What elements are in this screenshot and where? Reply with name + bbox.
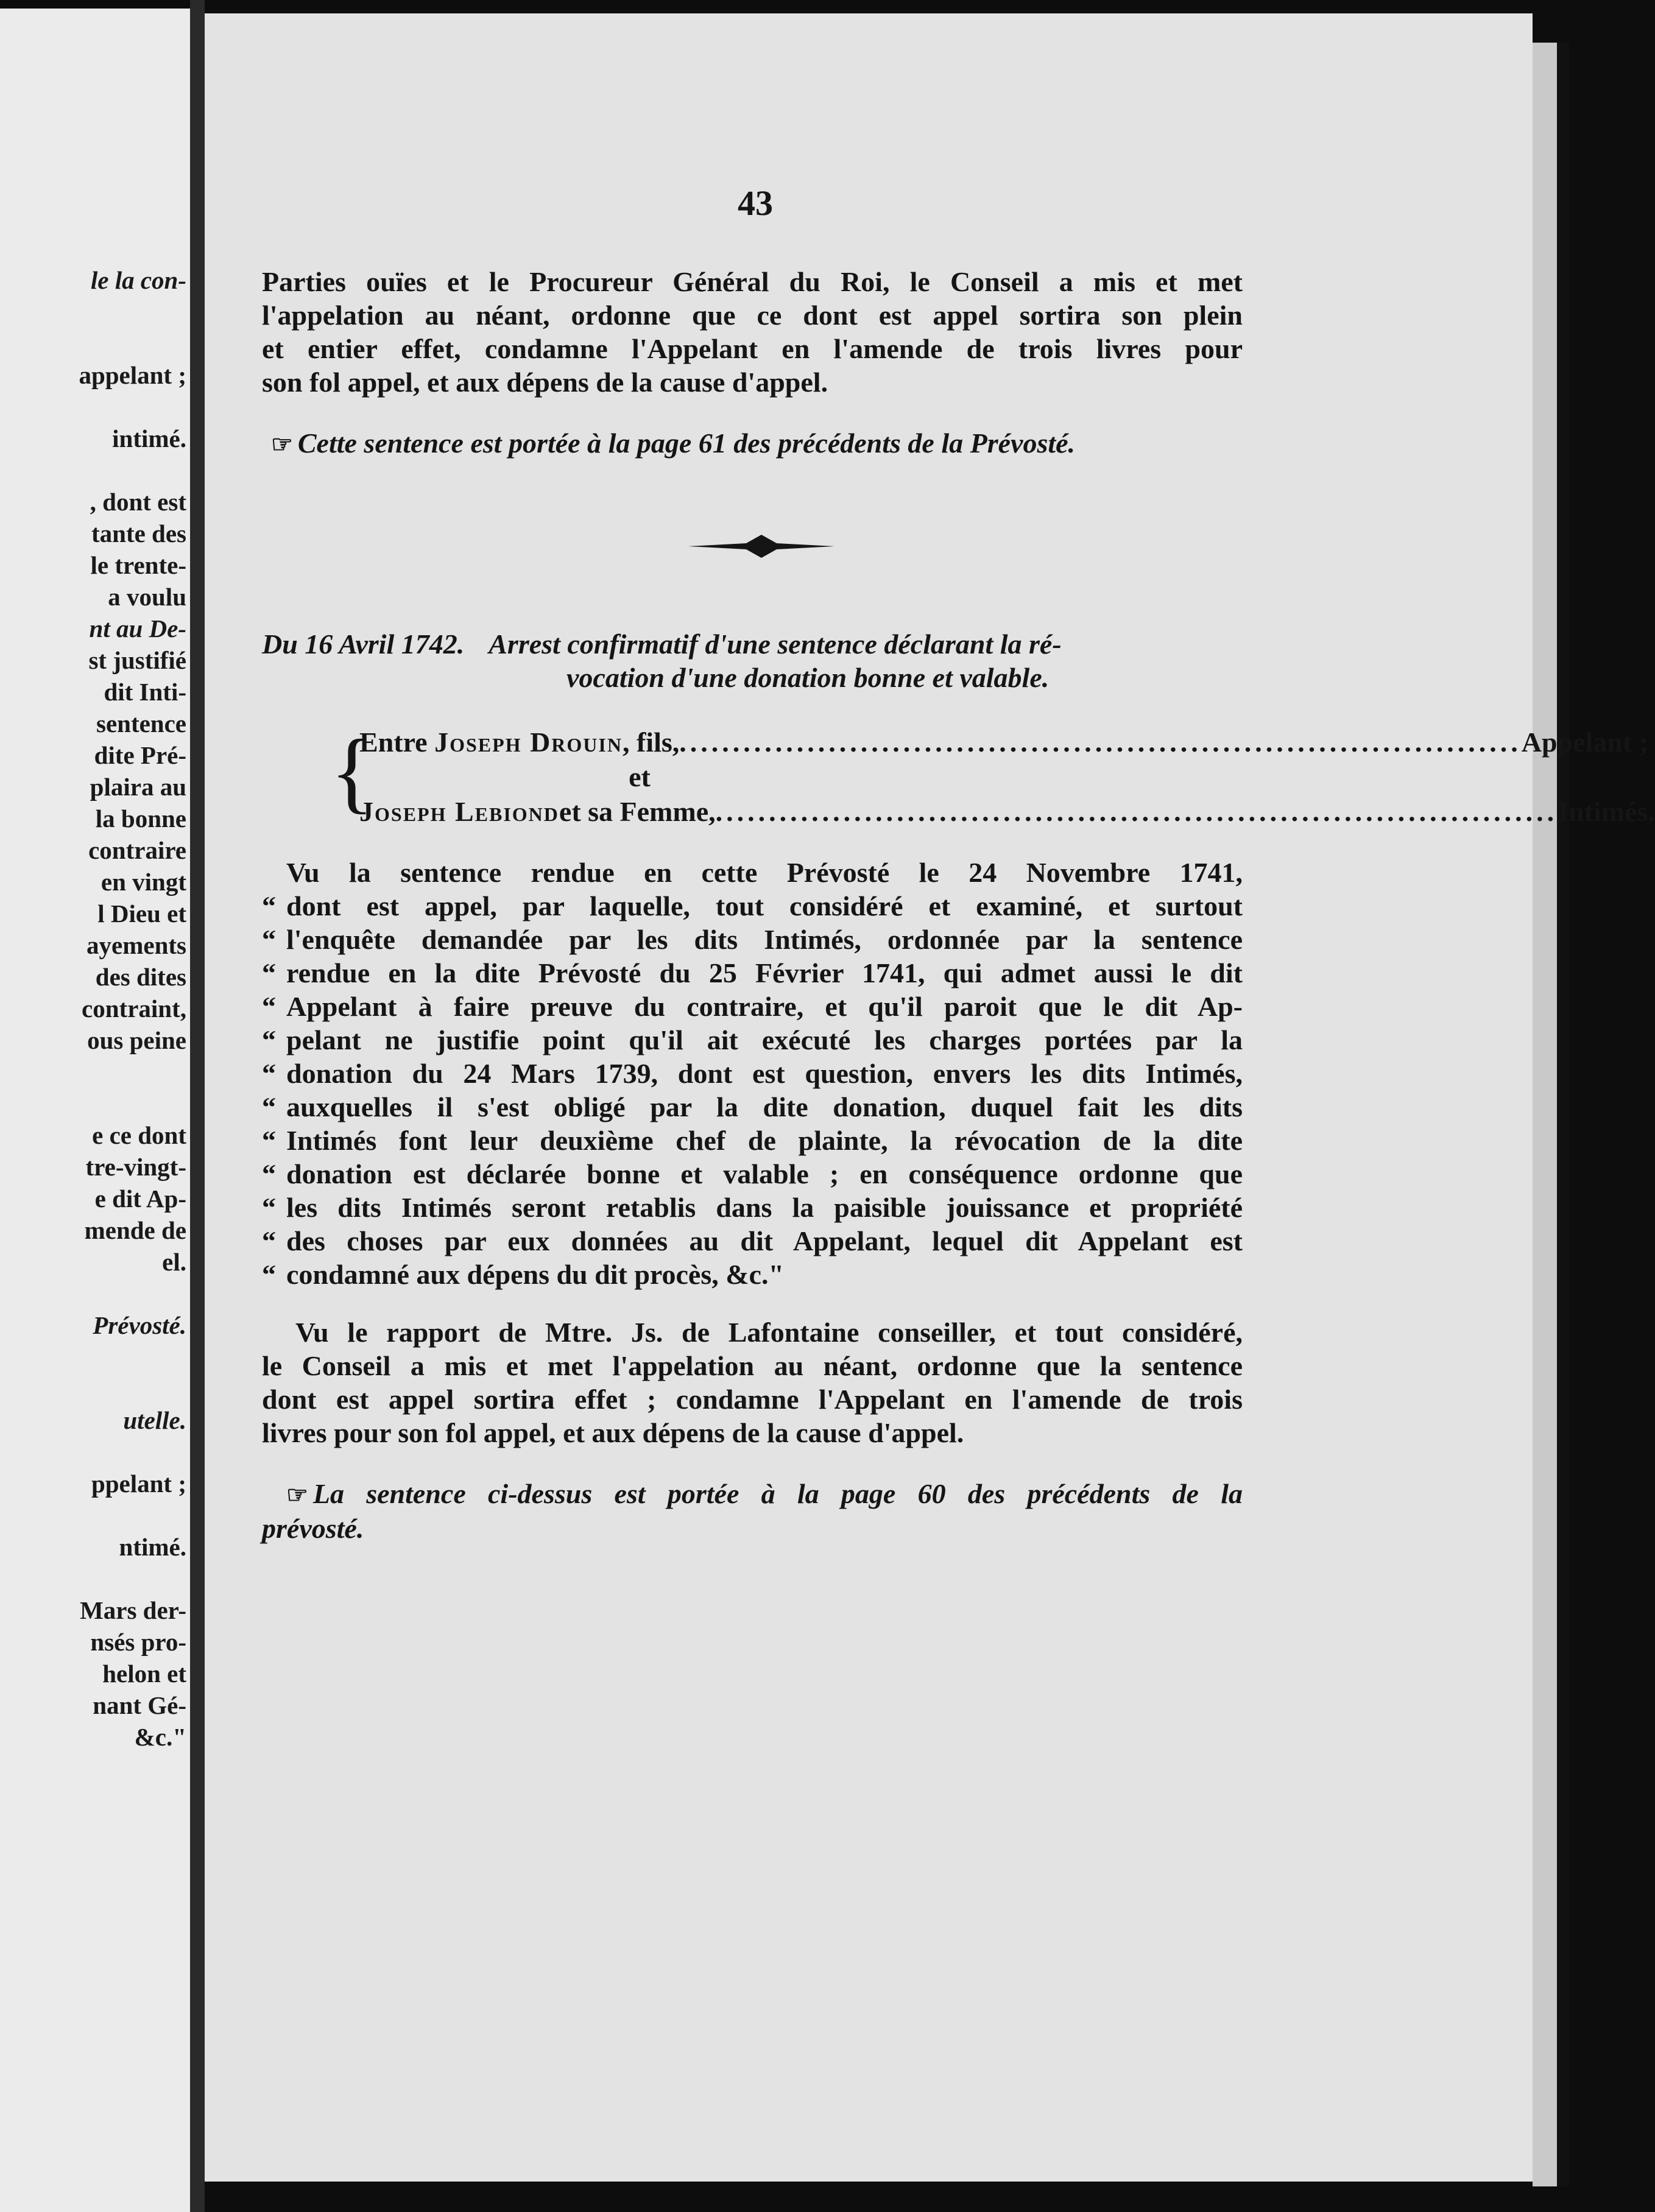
left-page-line: sentence [96,710,186,738]
left-page-line [0,1056,186,1088]
left-page-line: , dont est [90,488,186,516]
paragraph-line: le Conseil a mis et met l'appelation au néant, ordonne que la sentence [262,1350,1243,1381]
respondent-row [359,794,1655,829]
case-title-line: vocation d'une donation bonne et valable. [566,662,1050,693]
entre-label: Entre [359,727,428,758]
left-page-line [0,391,186,423]
quote-line: “ pelant ne justifie point qu'il ait exécuté les charges portées par la [262,1024,1243,1055]
left-page-line: e dit Ap- [94,1185,186,1213]
quoted-sentence [262,856,1243,1291]
quote-line: “ donation est déclarée bonne et valable ; en conséquence ordonne que [262,1158,1243,1189]
quote-line: “ des choses par eux données au dit Appelant, lequel dit Appelant est [262,1225,1243,1256]
left-page-line [0,1088,186,1119]
left-page-line: helon et [102,1660,186,1688]
quote-line: “ Intimés font leur deuxième chef de plainte, la révocation de la dite [262,1125,1243,1156]
left-page-line: mende de [84,1216,186,1244]
quote-line: Vu la sentence rendue en cette Prévosté le 24 Novembre 1741, [286,857,1243,888]
quote-line: “ dont est appel, par laquelle, tout considéré et examiné, et surtout [262,890,1243,921]
quote-line: “ rendue en la dite Prévosté du 25 Février 1741, qui admet aussi le dit [262,957,1243,988]
appellant-name: Joseph Drouin [434,727,623,758]
et-row [359,759,1237,794]
left-page-line: el. [162,1248,186,1276]
page-number: 43 [738,183,773,223]
quote-line: “ les dits Intimés seront retablis dans la paisible jouissance et propriété [262,1192,1243,1223]
left-page-line: contraire [88,836,186,864]
left-page-line [0,1341,186,1373]
left-page-line [0,328,186,359]
left-page-line: ayements [86,931,186,959]
left-page-line: ntimé. [119,1533,186,1561]
left-page-line [0,454,186,486]
left-page-line: tre-vingt- [85,1153,186,1181]
book-gutter [190,0,205,2212]
left-facing-page [0,9,191,2212]
paragraph-ruling [262,1316,1243,1449]
left-page-line: des dites [95,963,186,991]
left-page-line [0,1563,186,1594]
left-page-line: en vingt [101,868,186,896]
case-heading [262,627,1243,694]
left-page-line: le trente- [90,551,186,579]
note-line: ☞ La sentence ci-dessus est portée à la page 60 des précédents de la [286,1478,1243,1509]
left-page-line: ppelant ; [91,1470,186,1498]
quote-line: “ Appelant à faire preuve du contraire, et qu'il paroit que le dit Ap- [262,991,1243,1022]
paragraph-line: livres pour son fol appel, et aux dépens de la cause d'appel. [262,1417,964,1448]
quote-line: “ donation du 24 Mars 1739, dont est question, envers les dits Intimés, [262,1058,1243,1089]
brace-icon: { [330,721,374,822]
left-page-line: la bonne [95,805,186,833]
leader-dots: ............................................................................... [715,796,1558,827]
paragraph-line: l'appelation au néant, ordonne que ce dont est appel sortira son plein [262,300,1243,331]
pointing-hand-icon: ☞ [271,431,293,458]
note-text: Cette sentence est portée à la page 61 des précédents de la Prévosté. [297,428,1076,459]
left-page-line: e ce dont [92,1121,186,1149]
left-page-line: nt au De- [89,615,186,643]
leader-dots: ............................................................................... [679,727,1522,758]
note-precedent-61 [271,426,1252,461]
paragraph-line: Parties ouïes et le Procureur Général du Roi, le Conseil a mis et met [262,266,1243,297]
left-page-line: utelle. [123,1406,186,1434]
left-page-line: Mars der- [80,1596,186,1624]
quote-line: “ l'enquête demandée par les dits Intimés, ordonnée par la sentence [262,924,1243,955]
paragraph-line: et entier effet, condamne l'Appelant en l'amende de trois livres pour [262,333,1243,364]
left-page-line: dite Pré- [94,741,186,769]
paragraph-line: dont est appel sortira effet ; condamne l'Appelant en l'amende de trois [262,1384,1243,1415]
left-page-line: tante des [91,520,186,548]
left-page-line: a voulu [108,583,186,611]
case-title-line: Arrest confirmatif d'une sentence déclarant la ré- [489,629,1062,660]
left-page-line: appelant ; [79,361,186,389]
left-page-line: plaira au [90,773,186,801]
respondent-role: Intimés. [1558,796,1655,827]
paragraph-line: Vu le rapport de Mtre. Js. de Lafontaine conseiller, et tout considéré, [295,1317,1243,1348]
paragraph-line: son fol appel, et aux dépens de la cause d'appel. [262,367,828,398]
paragraph-verdict [262,265,1243,399]
page-edge-shadow [1557,43,1569,2186]
left-page-line: nant Gé- [93,1691,186,1719]
et-label: et [629,761,651,792]
appellant-row [359,725,1649,759]
note-line: prévosté. [262,1513,364,1544]
note-precedent-60 [262,1477,1243,1545]
left-page-text [0,264,186,1753]
respondent-name: Joseph Lebiond [359,796,559,827]
pointing-hand-icon: ☞ [286,1481,308,1509]
left-page-line: Prévosté. [93,1311,186,1339]
left-page-line [0,1278,186,1309]
quote-line: “ condamné aux dépens du dit procès, &c." [262,1259,784,1290]
case-date: Du 16 Avril 1742. [262,629,465,660]
left-page-line [0,1373,186,1404]
left-page-line [0,296,186,328]
left-page-line [0,1436,186,1468]
appellant-role: Appelant ; [1521,727,1649,758]
appellant-suffix: , fils, [622,727,680,758]
left-page-line: &c." [134,1723,186,1751]
left-page-line: nsés pro- [90,1628,186,1656]
ornament-divider [688,531,835,562]
left-page-line: contraint, [82,995,186,1023]
respondent-suffix: et sa Femme, [559,796,716,827]
left-page-line: intimé. [112,424,186,453]
left-page-line [0,1499,186,1531]
left-page-line: dit Inti- [104,678,186,706]
quote-line: “ auxquelles il s'est obligé par la dite donation, duquel fait les dits [262,1091,1243,1122]
left-page-line: le la con- [90,266,186,294]
left-page-line: st justifié [88,646,186,674]
left-page-line: ous peine [87,1026,186,1054]
parties-block [330,721,1655,829]
left-page-line: l Dieu et [97,900,186,928]
